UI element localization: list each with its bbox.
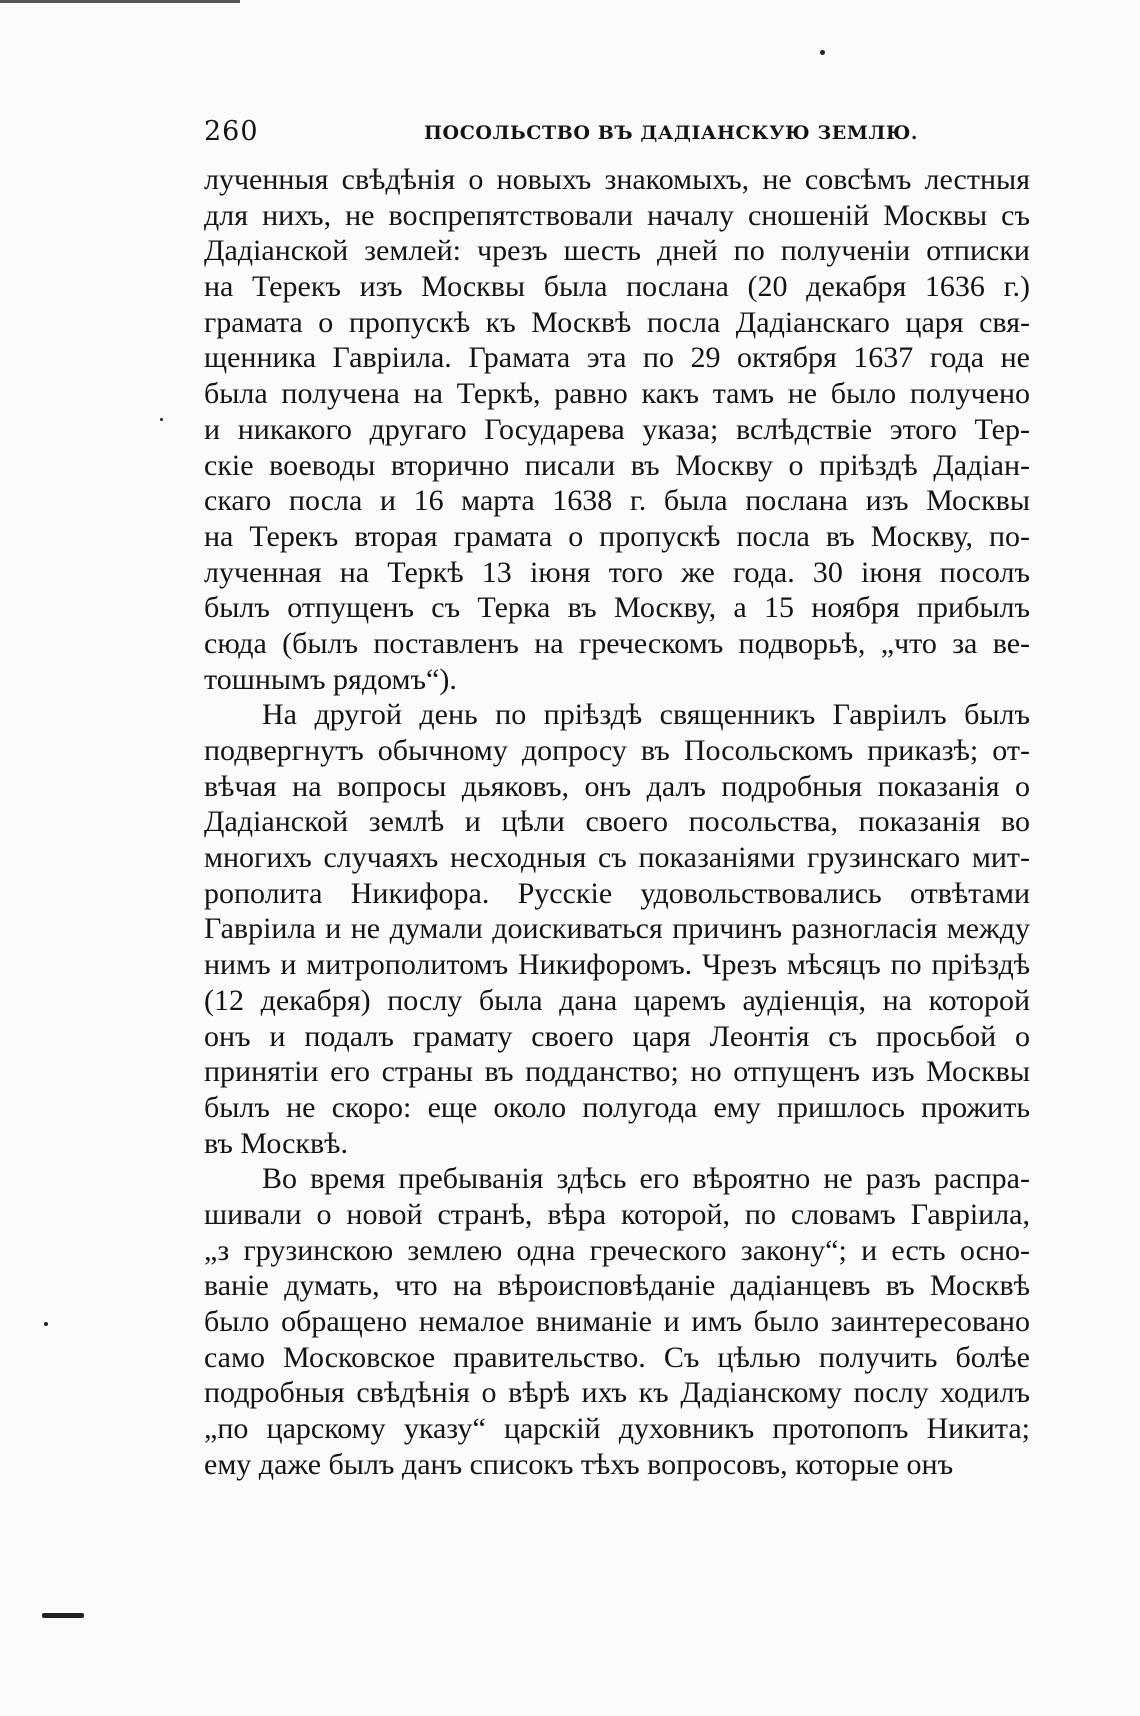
text-line: Во время пребыванія здѣсь его вѣроятно не разъ распра-: [262, 1162, 1030, 1196]
page-header: [204, 112, 1030, 156]
margin-mark: [42, 1613, 84, 1618]
text-line: ему даже былъ данъ списокъ тѣхъ вопросовъ, которые онъ: [204, 1447, 954, 1481]
ink-speck: [160, 418, 163, 421]
text-line: на Терекъ изъ Москвы была послана (20 декабря 1636 г.): [204, 270, 1030, 304]
text-line: Дадіанской землей: чрезъ шесть дней по полученіи отписки: [204, 234, 1030, 268]
text-line: вѣчая на вопросы дьяковъ, онъ далъ подробныя показанія о: [204, 769, 1030, 803]
scan-edge-line: [0, 0, 240, 3]
text-line: скаго посла и 16 марта 1638 г. была послана изъ Москвы: [204, 484, 1030, 518]
text-line: былъ отпущенъ съ Терка въ Москву, а 15 ноября прибылъ: [204, 591, 1030, 625]
text-line: для нихъ, не воспрепятствовали началу сношеній Москвы съ: [204, 198, 1030, 232]
text-line: нимъ и митрополитомъ Никифоромъ. Чрезъ мѣсяцъ по пріѣздѣ: [204, 948, 1030, 982]
text-line: рополита Никифора. Русскіе удовольствовались отвѣтами: [204, 876, 1030, 910]
text-line: была получена на Теркѣ, равно какъ тамъ не было получено: [204, 377, 1030, 411]
text-line: шивали о новой странѣ, вѣра которой, по словамъ Гавріила,: [204, 1197, 1030, 1231]
running-head: ПОСОЛЬСТВО ВЪ ДАДІАНСКУЮ ЗЕМЛЮ.: [424, 122, 919, 144]
text-line: грамата о пропускѣ къ Москвѣ посла Дадіанскаго царя свя-: [204, 305, 1030, 339]
text-line: „з грузинскою землею одна греческого закону“; и есть осно-: [204, 1233, 1030, 1267]
text-line: было обращено немалое вниманіе и имъ было заинтересовано: [204, 1305, 1030, 1338]
text-line: принятіи его страны въ подданство; но отпущенъ изъ Москвы: [204, 1055, 1030, 1089]
ink-speck: [44, 1322, 48, 1326]
text-line: въ Москвѣ.: [204, 1126, 348, 1160]
text-line: сюда (былъ поставленъ на греческомъ подворьѣ, „что за ве-: [204, 626, 1030, 660]
text-line: подробныя свѣдѣнія о вѣрѣ ихъ къ Дадіанскому послу ходилъ: [204, 1376, 1030, 1410]
paragraph: [204, 162, 1030, 697]
paragraph: [204, 697, 1030, 1161]
text-line: лученныя свѣдѣнія о новыхъ знакомыхъ, не совсѣмъ лестныя: [204, 163, 1030, 196]
text-line: само Московское правительство. Съ цѣлью получить болѣе: [204, 1340, 1030, 1374]
ink-speck: [820, 50, 825, 55]
body-text: [204, 162, 1030, 1482]
text-line: (12 декабря) послу была дана царемъ аудіенція, на которой: [204, 983, 1030, 1017]
page-number: 260: [204, 116, 259, 147]
text-line: На другой день по пріѣздѣ священникъ Гавріилъ былъ: [262, 698, 1030, 732]
text-line: Гавріила и не думали доискиваться причинъ разногласія между: [204, 912, 1030, 946]
text-line: Дадіанской землѣ и цѣли своего посольства, показанія во: [204, 805, 1030, 839]
paragraph: [204, 1161, 1030, 1482]
text-line: на Терекъ вторая грамата о пропускѣ посла въ Москву, по-: [204, 519, 1030, 553]
text-line: онъ и подалъ грамату своего царя Леонтія съ просьбой о: [204, 1019, 1030, 1053]
text-line: скіе воеводы вторично писали въ Москву о пріѣздѣ Дадіан-: [204, 448, 1030, 482]
text-line: ваніе думать, что на вѣроисповѣданіе дадіанцевъ въ Москвѣ: [204, 1269, 1030, 1303]
text-line: былъ не скоро: еще около полугода ему пришлось прожить: [204, 1090, 1030, 1124]
text-line: „по царскому указу“ царскій духовникъ протопопъ Никита;: [204, 1412, 1030, 1446]
text-line: тошнымъ рядомъ“).: [204, 662, 457, 696]
text-line: и никакого другаго Государева указа; вслѣдствіе этого Тер-: [204, 412, 1030, 446]
text-line: щенника Гавріила. Грамата эта по 29 октября 1637 года не: [204, 341, 1030, 375]
text-line: подвергнутъ обычному допросу въ Посольскомъ приказѣ; от-: [204, 734, 1030, 767]
book-page: [204, 112, 1030, 1482]
text-line: многихъ случаяхъ несходныя съ показаніями грузинскаго мит-: [204, 841, 1030, 875]
text-line: лученная на Теркѣ 13 іюня того же года. 30 іюня посолъ: [204, 555, 1030, 589]
